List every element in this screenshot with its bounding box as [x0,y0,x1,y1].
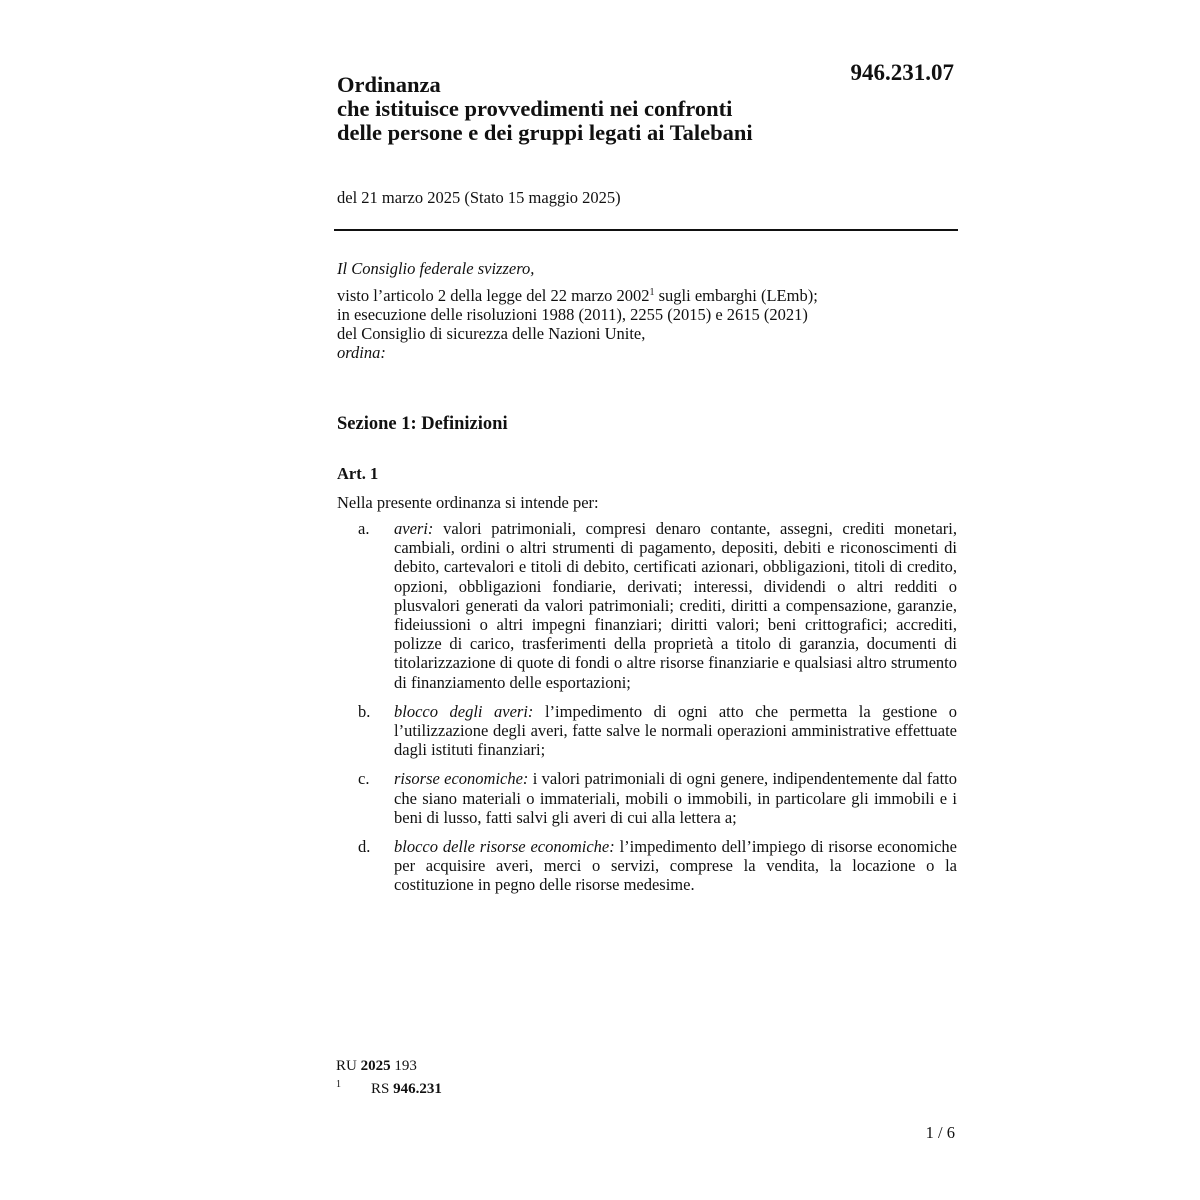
definition-term: averi: [394,519,434,538]
preamble-basis-text: visto l’articolo 2 della legge del 22 marzo 2002 [337,286,650,305]
footnote-reference: 946.231 [393,1081,442,1097]
preamble-authority: Il Consiglio federale svizzero, [337,259,535,278]
definition-text: l’impedimento dell’impiego di risorse economiche per acquisire averi, merci o servizi, comprese la vendita, la locazione o la costituzione in pegno delle risorse medesime. [394,837,957,895]
preamble-resolutions: in esecuzione delle risoluzioni 1988 (2011), 2255 (2015) e 2615 (2021) [337,305,808,324]
definition-term: risorse economiche: [394,769,529,789]
definition-marker: a. [358,519,370,538]
definition-marker: b. [358,701,371,721]
title-line-1: Ordinanza [337,72,441,97]
section-heading: Sezione 1: Definizioni [337,414,508,434]
definition-marker: d. [358,837,371,857]
header-divider [334,229,958,231]
ru-prefix: RU [336,1058,361,1074]
page-number: 1 / 6 [925,1123,955,1142]
definition-item [337,769,957,827]
footnote-reference-1[interactable]: 1 [649,287,655,298]
ru-page: 193 [390,1058,417,1074]
definition-term: blocco delle risorse economiche: [394,837,615,857]
definition-item [337,702,957,760]
ru-year: 2025 [360,1058,391,1074]
definition-text: i valori patrimoniali di ogni genere, indipendentemente dal fatto che siano materiali o immateriali, mobili o immobili, in particolare gli immobili e i beni di lusso, fatti salvi gli averi di cui alla lettera a; [394,769,957,827]
document-date: del 21 marzo 2025 (Stato 15 maggio 2025) [337,188,621,207]
article-heading: Art. 1 [337,464,379,483]
ru-reference [336,1058,417,1075]
preamble [337,259,957,362]
document-title [337,73,897,145]
article-intro: Nella presente ordinanza si intende per: [337,493,599,512]
definition-text: l’impedimento di ogni atto che permetta la gestione o l’utilizzazione degli averi, fatte salve le normali operazioni amministrative effettuate dagli istituti finanziari; [394,701,957,760]
preamble-security-council: del Consiglio di sicurezza delle Nazioni Unite, [337,324,646,343]
preamble-legal-basis [337,286,957,305]
definitions-list [337,519,957,905]
footnote-prefix: RS [371,1081,394,1097]
preamble-ordains: ordina: [337,343,386,362]
title-line-2: che istituisce provvedimenti nei confronti [337,96,733,121]
sr-number: 946.231.07 [850,60,954,85]
definition-item [337,519,957,692]
definition-marker: c. [358,769,370,789]
definition-item [337,837,957,895]
title-line-3: delle persone e dei gruppi legati ai Talebani [337,120,753,145]
footnote-mark: 1 [336,1079,341,1090]
footnote-1 [336,1079,442,1098]
definition-term: blocco degli averi: [394,701,534,721]
preamble-basis-text-end: sugli embarghi (LEmb); [654,286,818,305]
definition-text: valori patrimoniali, compresi denaro contante, assegni, crediti monetari, cambiali, ordini o altri strumenti di pagamento, depositi, debiti e riconoscimenti di debito, cartevalori e titoli di debito, certificati azionari, obbligazioni, titoli di credito, opzioni, obbligazioni fondiarie, derivati; interessi, dividendi o altri redditi o plusvalori generati da valori patrimoniali; crediti, diritti a compensazione, garanzie, fideiussioni o altri impegni finanziari; diritti valori; beni crittografici; accrediti, polizze di carico, trasferimenti della proprietà a titolo di garanzia, documenti di titolarizzazione di quote di fondi o altre risorse finanziarie e qualsiasi altro strumento di finanziamento delle esportazioni; [394,519,957,692]
